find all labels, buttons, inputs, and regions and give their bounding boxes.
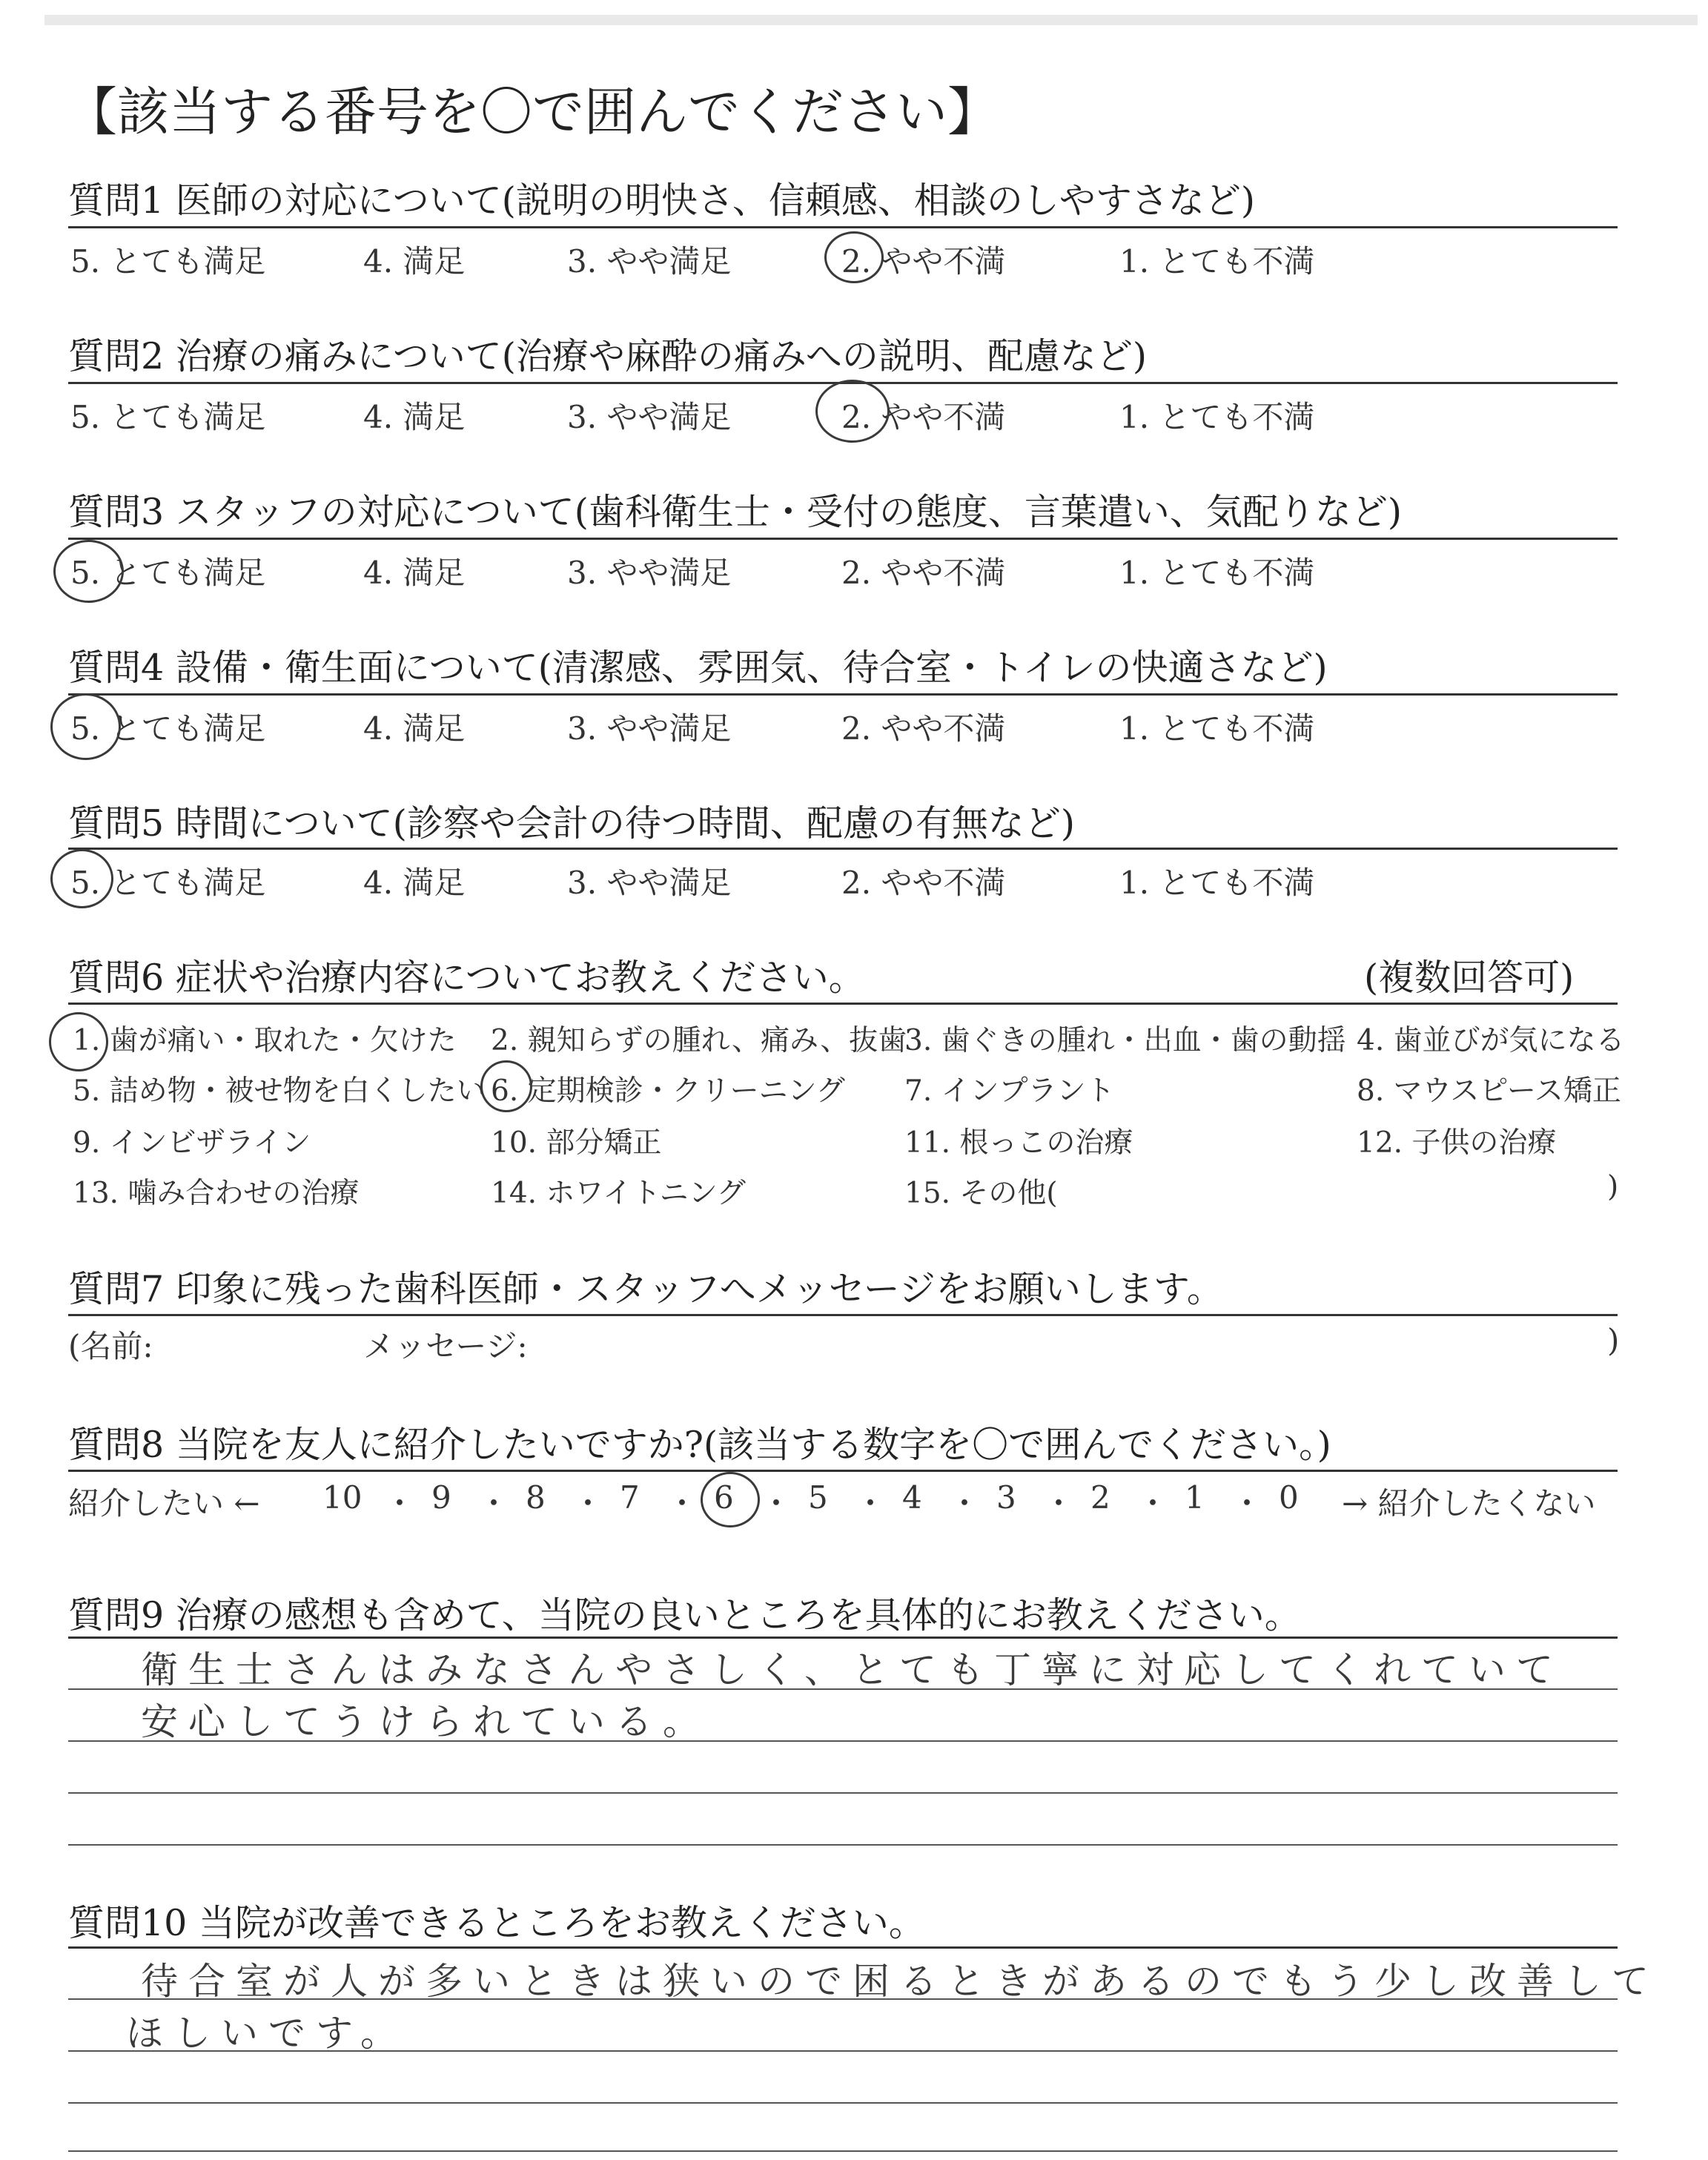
q6-item-12[interactable]: 12. 子供の治療 [1357, 1126, 1557, 1160]
q9-rule-1 [68, 1636, 1618, 1639]
q5-option-3[interactable]: 3. やや満足 [567, 865, 732, 901]
q8-scale-4[interactable]: 4 [902, 1479, 922, 1516]
q10-answer-line-2: ほしいです。 [126, 2012, 408, 2055]
q8-scale-separator: ・ [478, 1485, 510, 1522]
q6-rule [68, 1003, 1618, 1005]
q10-rule-4 [68, 2102, 1618, 2104]
q10-title: 質問10 当院が改善できるところをお教えください。 [68, 1902, 925, 1944]
q2-option-3[interactable]: 3. やや満足 [567, 399, 732, 435]
q3-option-3[interactable]: 3. やや満足 [567, 555, 732, 591]
q5-option-5[interactable]: 5. とても満足 [70, 865, 266, 901]
q6-item-2[interactable]: 2. 親知らずの腫れ、痛み、抜歯 [491, 1024, 907, 1057]
q5-option-1[interactable]: 1. とても不満 [1119, 865, 1315, 901]
q3-option-5[interactable]: 5. とても満足 [70, 555, 266, 591]
q5-option-4[interactable]: 4. 満足 [363, 865, 466, 901]
q8-scale-6[interactable]: 6 [714, 1479, 734, 1516]
q1-option-3[interactable]: 3. やや満足 [567, 243, 732, 280]
q6-item-11[interactable]: 11. 根っこの治療 [904, 1126, 1133, 1160]
q6-title: 質問6 症状や治療内容についてお教えください。 [68, 957, 865, 999]
q6-item-5[interactable]: 5. 詰め物・被せ物を白くしたい [73, 1074, 486, 1108]
q8-scale-8[interactable]: 8 [526, 1479, 546, 1516]
q6-item-8[interactable]: 8. マウスピース矯正 [1357, 1074, 1621, 1108]
q9-answer-line-2: 安心してうけられている。 [141, 1700, 710, 1743]
q6-item-15[interactable]: 15. その他( [904, 1177, 1058, 1210]
q8-scale-separator: ・ [1231, 1485, 1263, 1522]
q3-answer-circle [53, 540, 124, 603]
q7-message-label: メッセージ: [363, 1328, 528, 1364]
q9-rule-4 [68, 1792, 1618, 1794]
q2-title: 質問2 治療の痛みについて(治療や麻酔の痛みへの説明、配慮など) [68, 335, 1148, 377]
q2-answer-circle [815, 380, 890, 443]
q10-answer-line-1: 待合室が人が多いときは狭いので困るときがあるのでもう少し改善して [141, 1960, 1659, 2003]
q7-rule [68, 1314, 1618, 1316]
q2-option-4[interactable]: 4. 満足 [363, 399, 466, 435]
q1-rule [68, 226, 1618, 228]
q1-option-5[interactable]: 5. とても満足 [70, 243, 266, 280]
q9-title: 質問9 治療の感想も含めて、当院の良いところを具体的にお教えください。 [68, 1594, 1301, 1636]
q8-scale-10[interactable]: 10 [322, 1479, 363, 1516]
q2-option-5[interactable]: 5. とても満足 [70, 399, 266, 435]
q8-scale-separator: ・ [666, 1485, 698, 1522]
q8-scale-separator: ・ [384, 1485, 416, 1522]
q5-option-2[interactable]: 2. やや不満 [841, 865, 1006, 901]
q6-item-15-close: ) [1607, 1170, 1619, 1203]
q4-title: 質問4 設備・衛生面について(清潔感、雰囲気、待合室・トイレの快適さなど) [68, 647, 1328, 689]
scan-edge [44, 15, 1698, 25]
q3-title: 質問3 スタッフの対応について(歯科衛生士・受付の態度、言葉遣い、気配りなど) [68, 491, 1403, 533]
q8-answer-circle [701, 1472, 760, 1527]
q8-title: 質問8 当院を友人に紹介したいですか?(該当する数字を〇で囲んでください。) [68, 1424, 1331, 1466]
q4-answer-circle [50, 693, 121, 760]
q8-scale-separator: ・ [1137, 1485, 1169, 1522]
q5-rule [68, 848, 1618, 850]
q1-title: 質問1 医師の対応について(説明の明快さ、信頼感、相談のしやすさなど) [68, 179, 1256, 222]
q8-left-label: 紹介したい ← [68, 1485, 260, 1522]
q6-item-3[interactable]: 3. 歯ぐきの腫れ・出血・歯の動揺 [904, 1024, 1346, 1057]
q7-close-paren: ) [1607, 1322, 1620, 1358]
q3-option-1[interactable]: 1. とても不満 [1119, 555, 1315, 591]
q7-name-label: (名前: [68, 1328, 153, 1364]
q6-item-14[interactable]: 14. ホワイトニング [491, 1177, 746, 1210]
q10-rule-5 [68, 2150, 1618, 2152]
q7-title: 質問7 印象に残った歯科医師・スタッフへメッセージをお願いします。 [68, 1268, 1223, 1310]
q6-item-4[interactable]: 4. 歯並びが気になる [1357, 1024, 1625, 1057]
q6-item-1[interactable]: 1. 歯が痛い・取れた・欠けた [73, 1024, 457, 1057]
q8-scale-separator: ・ [761, 1485, 792, 1522]
q4-option-5[interactable]: 5. とても満足 [70, 710, 266, 747]
q3-option-2[interactable]: 2. やや不満 [841, 555, 1006, 591]
q4-option-2[interactable]: 2. やや不満 [841, 710, 1006, 747]
q4-option-3[interactable]: 3. やや満足 [567, 710, 732, 747]
q5-answer-circle [50, 849, 113, 908]
q8-scale-0[interactable]: 0 [1279, 1479, 1299, 1516]
q8-right-label: → 紹介したくない [1342, 1485, 1596, 1522]
q10-rule-1 [68, 1946, 1618, 1949]
q8-scale-9[interactable]: 9 [431, 1479, 451, 1516]
q6-item-10[interactable]: 10. 部分矯正 [491, 1126, 662, 1160]
q6-item-13[interactable]: 13. 噛み合わせの治療 [73, 1177, 360, 1210]
q1-answer-circle [824, 231, 884, 283]
q8-rule [68, 1470, 1618, 1472]
q8-scale-separator: ・ [855, 1485, 887, 1522]
q4-rule [68, 693, 1618, 696]
q1-option-4[interactable]: 4. 満足 [363, 243, 466, 280]
q8-scale-separator: ・ [1043, 1485, 1075, 1522]
q6-multiple-note: (複数回答可) [1364, 957, 1575, 999]
q2-option-1[interactable]: 1. とても不満 [1119, 399, 1315, 435]
q8-scale-1[interactable]: 1 [1185, 1479, 1205, 1516]
q8-scale-5[interactable]: 5 [808, 1479, 828, 1516]
q2-option-2[interactable]: 2. やや不満 [841, 399, 1006, 435]
q3-rule [68, 538, 1618, 540]
q6-item-9[interactable]: 9. インビザライン [73, 1126, 311, 1160]
q1-option-2[interactable]: 2. やや不満 [841, 243, 1006, 280]
q9-answer-line-1: 衛生士さんはみなさんやさしく、とても丁寧に対応してくれていて [141, 1648, 1563, 1691]
q4-option-1[interactable]: 1. とても不満 [1119, 710, 1315, 747]
page-heading: 【該当する番号を〇で囲んでください】 [65, 82, 999, 142]
q9-rule-5 [68, 1844, 1618, 1846]
q6-item-6[interactable]: 6. 定期検診・クリーニング [491, 1074, 845, 1108]
q5-title: 質問5 時間について(診察や会計の待つ時間、配慮の有無など) [68, 802, 1076, 845]
q8-scale-separator: ・ [949, 1485, 981, 1522]
q1-option-1[interactable]: 1. とても不満 [1119, 243, 1315, 280]
q8-scale-separator: ・ [572, 1485, 604, 1522]
q6-answer-circle-1 [49, 1012, 108, 1071]
q6-item-7[interactable]: 7. インプラント [904, 1074, 1115, 1108]
q3-option-4[interactable]: 4. 満足 [363, 555, 466, 591]
q8-scale-2[interactable]: 2 [1090, 1479, 1110, 1516]
q4-option-4[interactable]: 4. 満足 [363, 710, 466, 747]
q8-scale-3[interactable]: 3 [996, 1479, 1016, 1516]
q6-answer-circle-6 [480, 1060, 532, 1112]
q8-scale-7[interactable]: 7 [620, 1479, 640, 1516]
